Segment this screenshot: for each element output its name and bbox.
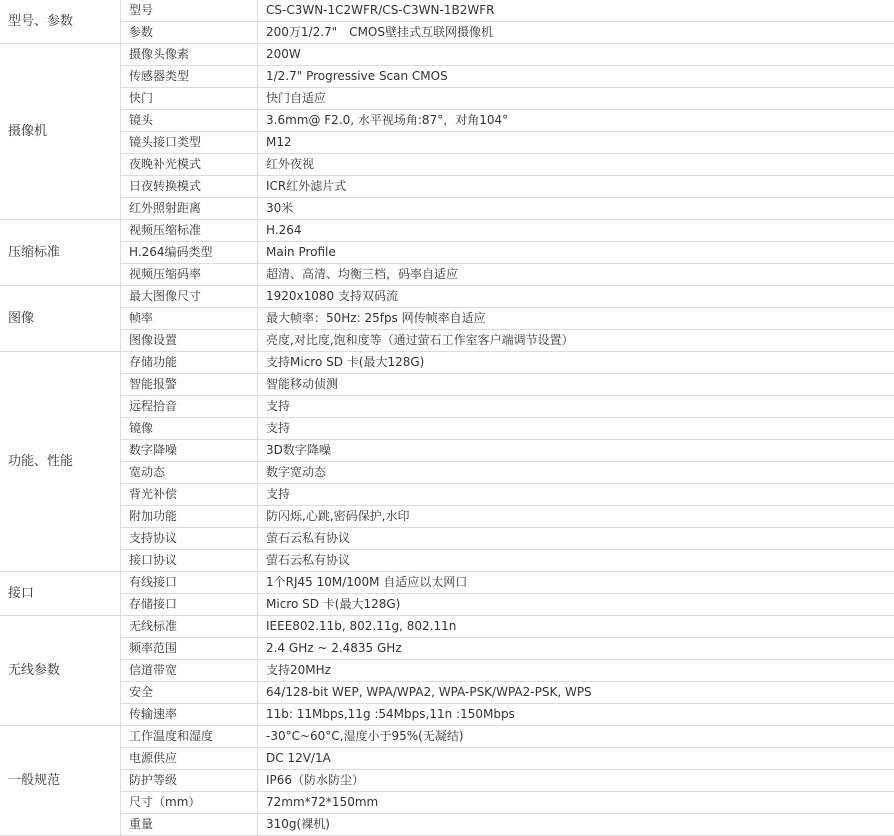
- spec-label: 无线标准: [121, 616, 258, 638]
- spec-row: [0, 682, 894, 704]
- spec-value: 支持20MHz: [258, 660, 894, 682]
- spec-label: 工作温度和湿度: [121, 726, 258, 748]
- spec-label: H.264编码类型: [121, 242, 258, 264]
- spec-value: Main Profile: [258, 242, 894, 264]
- spec-row: [0, 506, 894, 528]
- spec-row: [0, 550, 894, 572]
- spec-label: 附加功能: [121, 506, 258, 528]
- spec-value: 防闪烁,心跳,密码保护,水印: [258, 506, 894, 528]
- spec-label: 日夜转换模式: [121, 176, 258, 198]
- spec-label: 视频压缩标准: [121, 220, 258, 242]
- spec-value: 30米: [258, 198, 894, 220]
- spec-label: 传感器类型: [121, 66, 258, 88]
- spec-label: 镜头: [121, 110, 258, 132]
- spec-label: 存储接口: [121, 594, 258, 616]
- spec-label: 图像设置: [121, 330, 258, 352]
- spec-row: [0, 44, 894, 66]
- category-label: 图像: [0, 286, 121, 352]
- spec-value: 支持: [258, 396, 894, 418]
- spec-value: 3D数字降噪: [258, 440, 894, 462]
- spec-label: 智能报警: [121, 374, 258, 396]
- spec-value: 智能移动侦测: [258, 374, 894, 396]
- spec-value: 64/128-bit WEP, WPA/WPA2, WPA-PSK/WPA2-PSK, WPS: [258, 682, 894, 704]
- spec-value: 11b: 11Mbps,11g :54Mbps,11n :150Mbps: [258, 704, 894, 726]
- spec-value: 2.4 GHz ~ 2.4835 GHz: [258, 638, 894, 660]
- spec-value: 超清、高清、均衡三档，码率自适应: [258, 264, 894, 286]
- spec-row: [0, 748, 894, 770]
- spec-value: 310g(裸机): [258, 814, 894, 836]
- spec-label: 支持协议: [121, 528, 258, 550]
- spec-row: [0, 352, 894, 374]
- spec-label: 接口协议: [121, 550, 258, 572]
- spec-label: 镜头接口类型: [121, 132, 258, 154]
- spec-label: 安全: [121, 682, 258, 704]
- spec-row: [0, 374, 894, 396]
- spec-row: [0, 132, 894, 154]
- spec-value: 200W: [258, 44, 894, 66]
- spec-row: [0, 528, 894, 550]
- spec-row: [0, 726, 894, 748]
- spec-row: [0, 330, 894, 352]
- spec-row: [0, 792, 894, 814]
- spec-row: [0, 198, 894, 220]
- spec-value: 72mm*72*150mm: [258, 792, 894, 814]
- spec-row: [0, 616, 894, 638]
- spec-value: CS-C3WN-1C2WFR/CS-C3WN-1B2WFR: [258, 0, 894, 22]
- spec-row: [0, 462, 894, 484]
- spec-row: [0, 418, 894, 440]
- spec-value: 支持: [258, 484, 894, 506]
- spec-label: 最大图像尺寸: [121, 286, 258, 308]
- spec-label: 电源供应: [121, 748, 258, 770]
- category-label: 功能、性能: [0, 352, 121, 572]
- spec-row: [0, 440, 894, 462]
- spec-row: [0, 484, 894, 506]
- spec-value: 亮度,对比度,饱和度等（通过萤石工作室客户端调节设置）: [258, 330, 894, 352]
- spec-row: [0, 220, 894, 242]
- spec-value: DC 12V/1A: [258, 748, 894, 770]
- spec-label: 频率范围: [121, 638, 258, 660]
- category-label: 无线参数: [0, 616, 121, 726]
- spec-label: 传输速率: [121, 704, 258, 726]
- spec-value: -30°C~60°C,湿度小于95%(无凝结): [258, 726, 894, 748]
- spec-value: 1个RJ45 10M/100M 自适应以太网口: [258, 572, 894, 594]
- spec-label: 型号: [121, 0, 258, 22]
- spec-label: 存储功能: [121, 352, 258, 374]
- spec-label: 视频压缩码率: [121, 264, 258, 286]
- spec-value: 萤石云私有协议: [258, 528, 894, 550]
- spec-label: 数字降噪: [121, 440, 258, 462]
- spec-row: [0, 176, 894, 198]
- category-label: 型号、参数: [0, 0, 121, 44]
- spec-value: IEEE802.11b, 802.11g, 802.11n: [258, 616, 894, 638]
- spec-label: 有线接口: [121, 572, 258, 594]
- spec-row: [0, 594, 894, 616]
- spec-row: [0, 88, 894, 110]
- spec-row: [0, 264, 894, 286]
- spec-value: 支持: [258, 418, 894, 440]
- spec-value: 数字宽动态: [258, 462, 894, 484]
- spec-value: 200万1/2.7" CMOS壁挂式互联网摄像机: [258, 22, 894, 44]
- spec-value: 支持Micro SD 卡(最大128G): [258, 352, 894, 374]
- spec-label: 重量: [121, 814, 258, 836]
- spec-row: [0, 638, 894, 660]
- spec-value: IP66（防水防尘）: [258, 770, 894, 792]
- spec-label: 防护等级: [121, 770, 258, 792]
- spec-row: [0, 242, 894, 264]
- spec-value: 最大帧率：50Hz: 25fps 网传帧率自适应: [258, 308, 894, 330]
- spec-value: M12: [258, 132, 894, 154]
- spec-value: 红外夜视: [258, 154, 894, 176]
- spec-row: [0, 110, 894, 132]
- spec-row: [0, 0, 894, 22]
- spec-label: 帧率: [121, 308, 258, 330]
- spec-row: [0, 66, 894, 88]
- spec-label: 镜像: [121, 418, 258, 440]
- category-label: 接口: [0, 572, 121, 616]
- category-label: 一般规范: [0, 726, 121, 836]
- spec-label: 参数: [121, 22, 258, 44]
- spec-row: [0, 704, 894, 726]
- spec-row: [0, 308, 894, 330]
- spec-label: 远程拾音: [121, 396, 258, 418]
- spec-value: 快门自适应: [258, 88, 894, 110]
- spec-label: 信道带宽: [121, 660, 258, 682]
- spec-value: H.264: [258, 220, 894, 242]
- spec-label: 红外照射距离: [121, 198, 258, 220]
- spec-row: [0, 286, 894, 308]
- category-label: 压缩标准: [0, 220, 121, 286]
- spec-value: 3.6mm@ F2.0, 水平视场角:87°，对角104°: [258, 110, 894, 132]
- spec-label: 摄像头像素: [121, 44, 258, 66]
- spec-row: [0, 572, 894, 594]
- spec-row: [0, 396, 894, 418]
- spec-row: [0, 660, 894, 682]
- spec-label: 宽动态: [121, 462, 258, 484]
- spec-value: 1920x1080 支持双码流: [258, 286, 894, 308]
- spec-value: Micro SD 卡(最大128G): [258, 594, 894, 616]
- spec-value: 萤石云私有协议: [258, 550, 894, 572]
- spec-label: 夜晚补光模式: [121, 154, 258, 176]
- spec-label: 尺寸（mm）: [121, 792, 258, 814]
- spec-value: 1/2.7" Progressive Scan CMOS: [258, 66, 894, 88]
- spec-row: [0, 814, 894, 836]
- spec-label: 背光补偿: [121, 484, 258, 506]
- spec-row: [0, 770, 894, 792]
- spec-row: [0, 154, 894, 176]
- spec-label: 快门: [121, 88, 258, 110]
- category-label: 摄像机: [0, 44, 121, 220]
- spec-row: [0, 22, 894, 44]
- spec-value: ICR红外滤片式: [258, 176, 894, 198]
